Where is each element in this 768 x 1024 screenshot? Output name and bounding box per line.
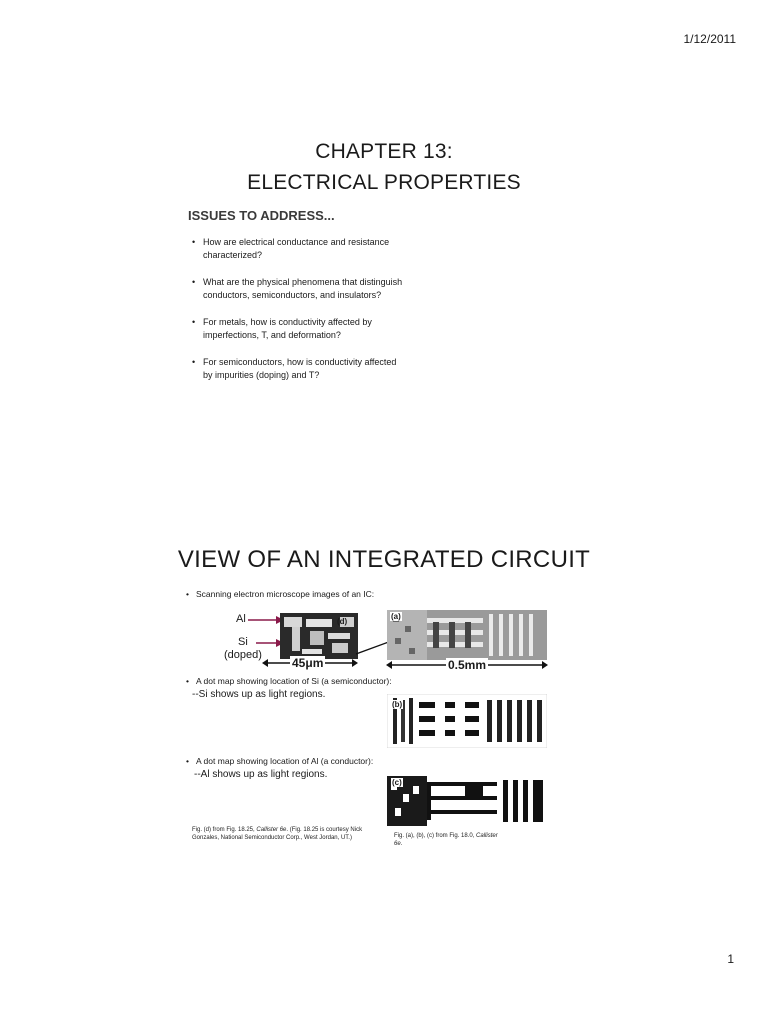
list-item: • For metals, how is conductivity affected by imperfections, T, and deformation? <box>192 317 372 340</box>
bullet-icon: • <box>192 317 196 327</box>
label-al: Al <box>236 613 246 625</box>
fig-b-tag: (b) <box>392 700 403 709</box>
figure-caption-right: Fig. (a), (b), (c) from Fig. 18.0, Callister 6e. <box>394 833 498 847</box>
slide1-title-line2: ELECTRICAL PROPERTIES <box>247 171 521 194</box>
figure-caption-left: Fig. (d) from Fig. 18.25, Callister 6e. (Fig. 18.25 is courtesy Nick Gonzales, National Semiconductor Corp., West Jordan, UT.) <box>192 827 363 841</box>
fig-d-tag: (d) <box>337 617 348 626</box>
bullet-icon: • <box>186 589 189 599</box>
header-date: 1/12/2011 <box>683 32 736 46</box>
label-si: Si <box>238 636 248 648</box>
sem-bullet: • Scanning electron microscope images of an IC: <box>186 589 375 599</box>
page-number: 1 <box>727 952 734 966</box>
dot-map-c <box>387 776 547 826</box>
scale-label-a: 0.5mm <box>448 658 487 672</box>
list-item: • What are the physical phenomena that distinguish conductors, semiconductors, and insulators? <box>192 277 403 300</box>
bullet-icon: • <box>192 357 196 367</box>
bullet-icon: • <box>186 676 189 686</box>
sem-image-a <box>387 610 547 660</box>
list-item: • How are electrical conductance and resistance characterized? <box>192 237 390 260</box>
slide1-title-line1: CHAPTER 13: <box>315 140 453 163</box>
list-item: • For semiconductors, how is conductivity affected by impurities (doping) and T? <box>192 357 397 380</box>
dot-map-b <box>387 694 547 748</box>
bullet-icon: • <box>192 237 196 247</box>
al-dotmap-bullet: • A dot map showing location of Al (a conductor): <box>186 756 374 766</box>
bullet-icon: • <box>192 277 196 287</box>
issues-heading: ISSUES TO ADDRESS... <box>188 208 335 223</box>
si-dotmap-sub: --Si shows up as light regions. <box>192 689 326 700</box>
fig-c-tag: (c) <box>392 778 402 787</box>
slide2-title: VIEW OF AN INTEGRATED CIRCUIT <box>177 546 591 573</box>
bullet-icon: • <box>186 756 189 766</box>
fig-a-tag: (a) <box>391 612 401 621</box>
slide1-title <box>0 136 768 198</box>
al-dotmap-sub: --Al shows up as light regions. <box>194 769 328 780</box>
label-doped: (doped) <box>224 649 262 661</box>
si-dotmap-bullet: • A dot map showing location of Si (a semiconductor): <box>186 676 392 686</box>
issues-bullet-list <box>192 236 472 396</box>
scale-label-d: 45μm <box>292 656 324 670</box>
